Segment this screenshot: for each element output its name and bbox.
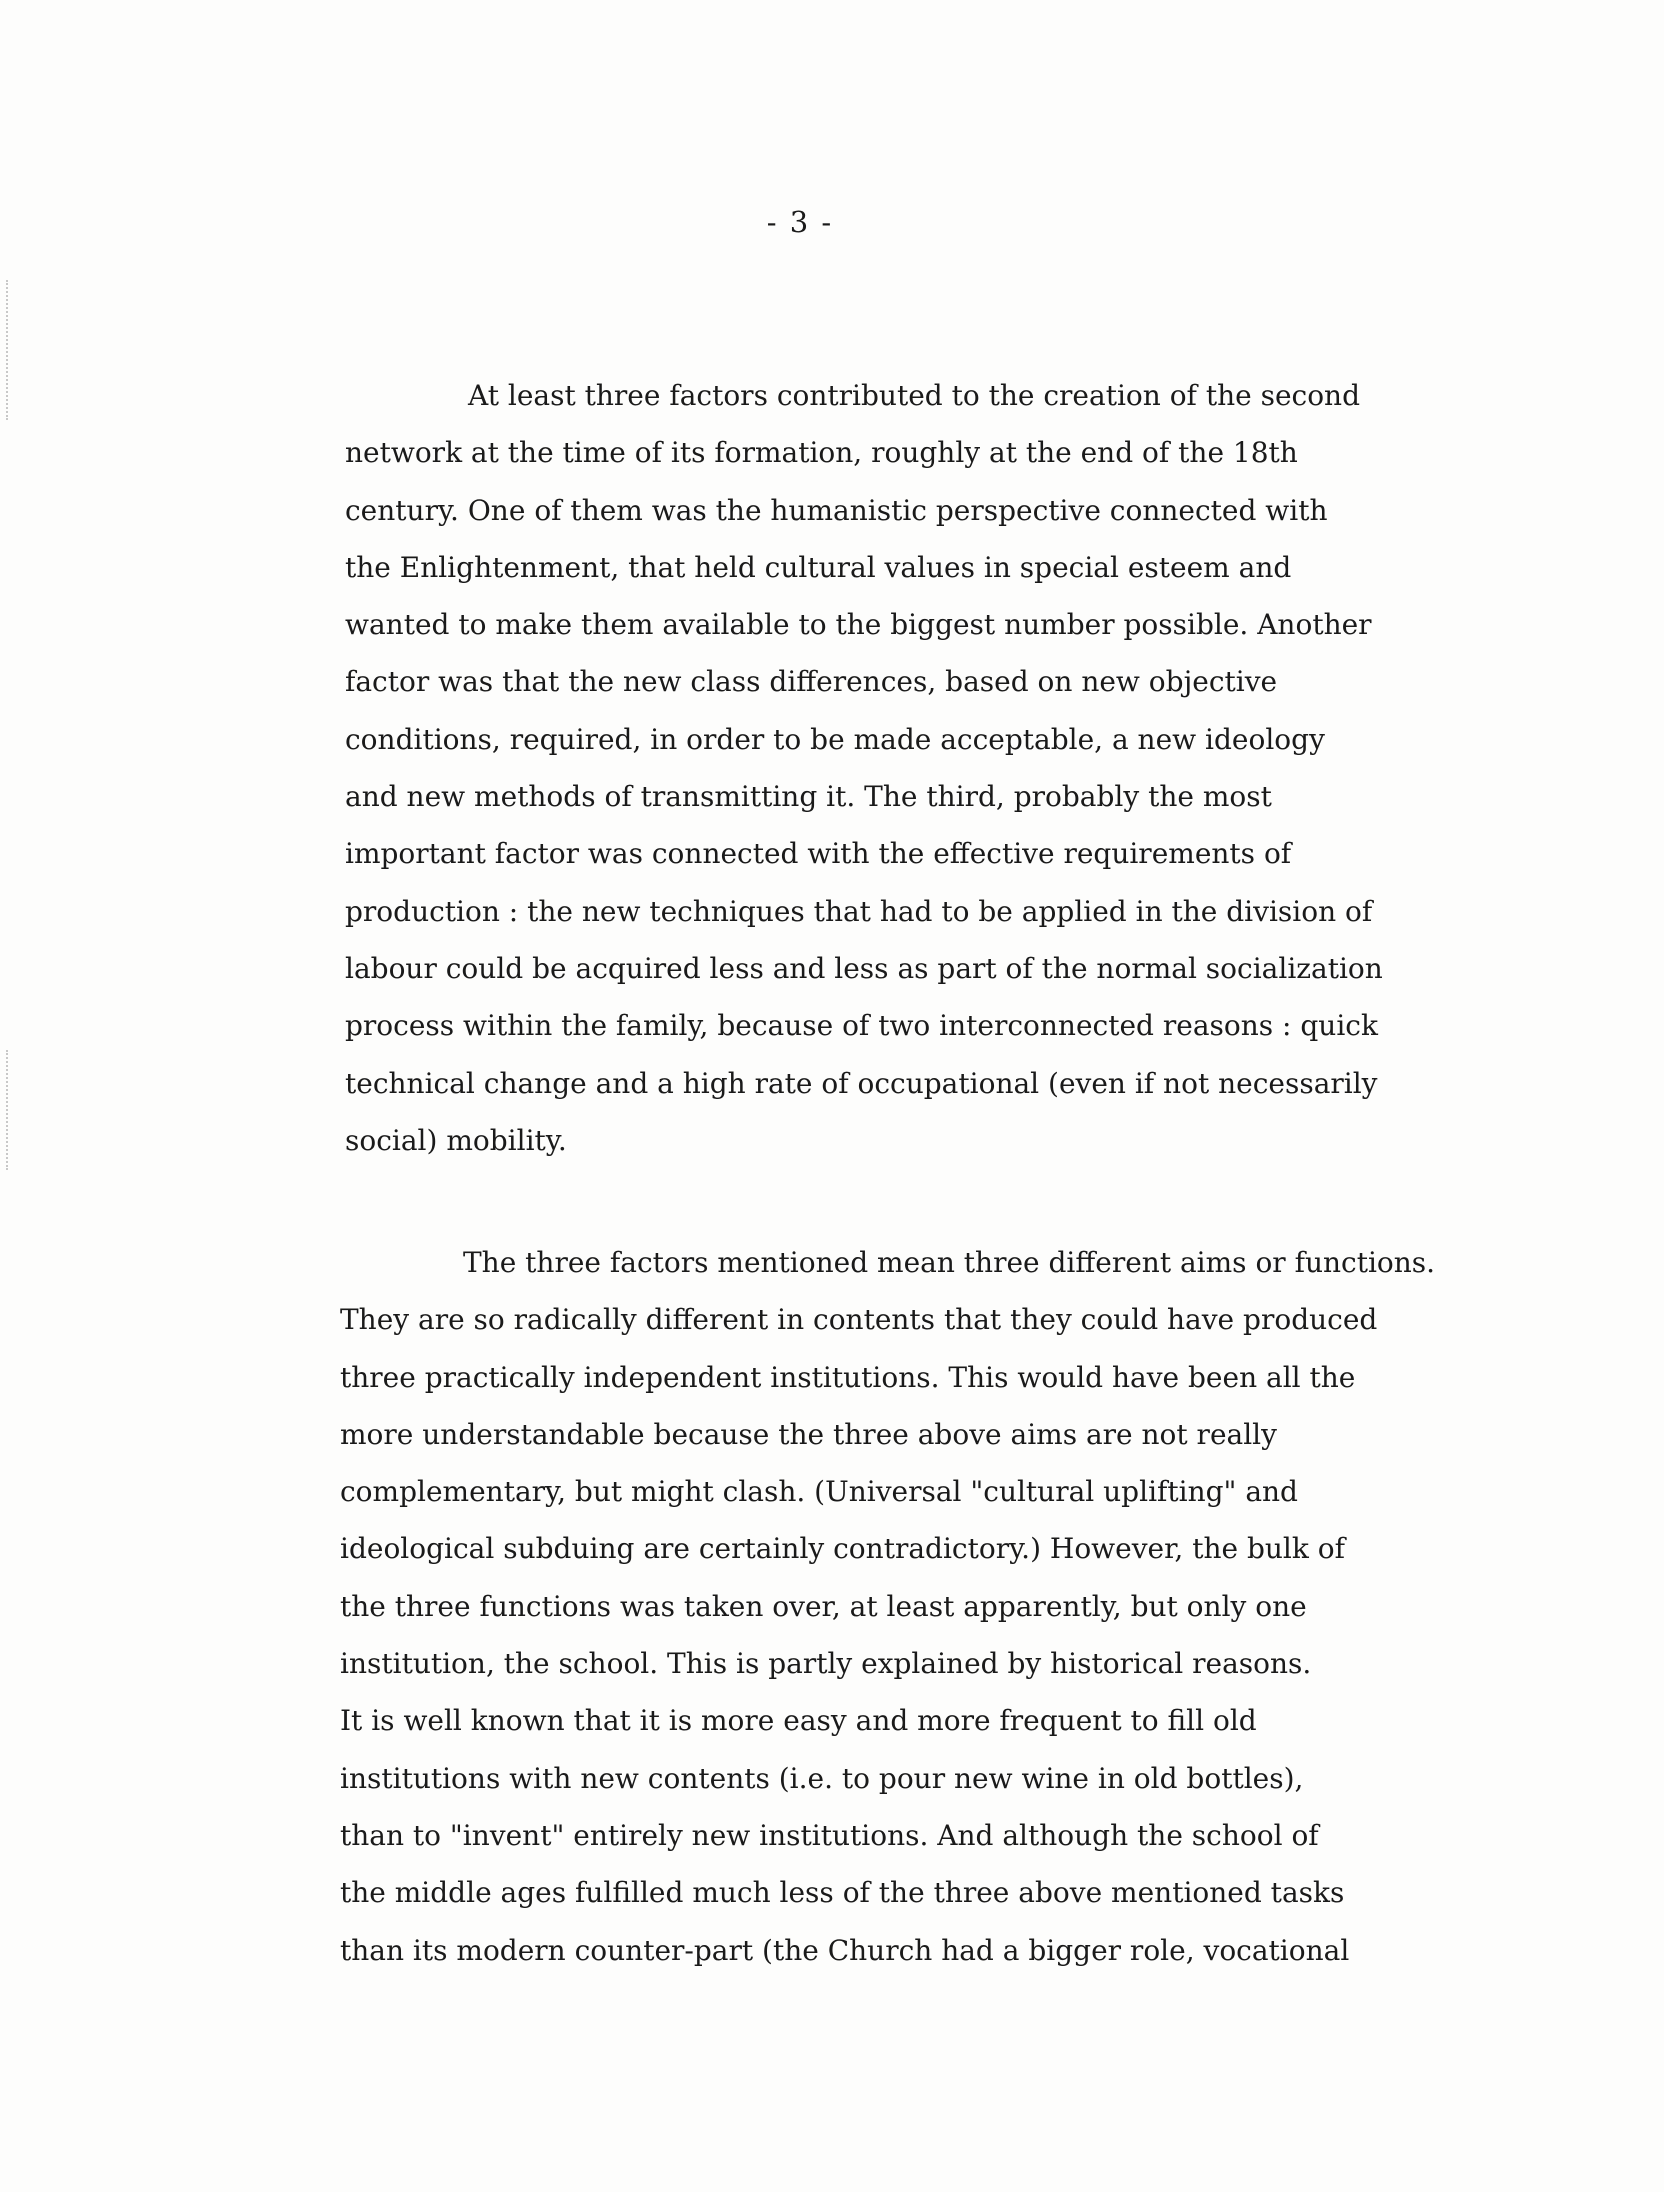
text-line: institution, the school. This is partly explained by historical reasons.: [340, 1647, 1312, 1681]
text-line: The three factors mentioned mean three different aims or functions.: [463, 1246, 1436, 1279]
text-line: wanted to make them available to the biggest number possible. Another: [345, 608, 1372, 642]
text-line: the three functions was taken over, at least apparently, but only one: [340, 1589, 1307, 1623]
text-line: important factor was connected with the effective requirements of: [345, 837, 1292, 871]
text-line: the middle ages fulfilled much less of the three above mentioned tasks: [340, 1876, 1345, 1910]
paragraph-2: [340, 1234, 1480, 1979]
text-line: technical change and a high rate of occupational (even if not necessarily: [345, 1066, 1378, 1100]
text-line: three practically independent institutions. This would have been all the: [340, 1360, 1356, 1394]
paragraph-1: [345, 367, 1485, 1169]
text-line: social) mobility.: [345, 1123, 567, 1157]
margin-artifact: [6, 1050, 10, 1170]
text-line: factor was that the new class differences, based on new objective: [345, 665, 1278, 699]
text-line: labour could be acquired less and less as part of the normal socialization: [345, 951, 1383, 985]
text-line: the Enlightenment, that held cultural values in special esteem and: [345, 550, 1292, 584]
margin-artifact: [6, 280, 10, 420]
page-number: - 3 -: [766, 205, 834, 239]
text-line: ideological subduing are certainly contradictory.) However, the bulk of: [340, 1532, 1345, 1566]
text-line: It is well known that it is more easy and more frequent to fill old: [340, 1704, 1257, 1738]
text-line: century. One of them was the humanistic perspective connected with: [345, 493, 1328, 527]
text-line: than its modern counter-part (the Church had a bigger role, vocational: [340, 1933, 1350, 1967]
text-line: and new methods of transmitting it. The third, probably the most: [345, 780, 1272, 814]
text-line: conditions, required, in order to be made acceptable, a new ideology: [345, 722, 1325, 756]
text-line: production : the new techniques that had to be applied in the division of: [345, 894, 1373, 928]
text-line: They are so radically different in contents that they could have produced: [340, 1303, 1378, 1337]
text-line: process within the family, because of two interconnected reasons : quick: [345, 1009, 1378, 1043]
text-line: network at the time of its formation, roughly at the end of the 18th: [345, 436, 1298, 470]
text-line: At least three factors contributed to the creation of the second: [468, 379, 1361, 412]
text-line: institutions with new contents (i.e. to pour new wine in old bottles),: [340, 1761, 1304, 1795]
text-line: than to "invent" entirely new institutions. And although the school of: [340, 1818, 1319, 1852]
text-line: complementary, but might clash. (Universal "cultural uplifting" and: [340, 1475, 1298, 1509]
text-line: more understandable because the three above aims are not really: [340, 1417, 1277, 1451]
